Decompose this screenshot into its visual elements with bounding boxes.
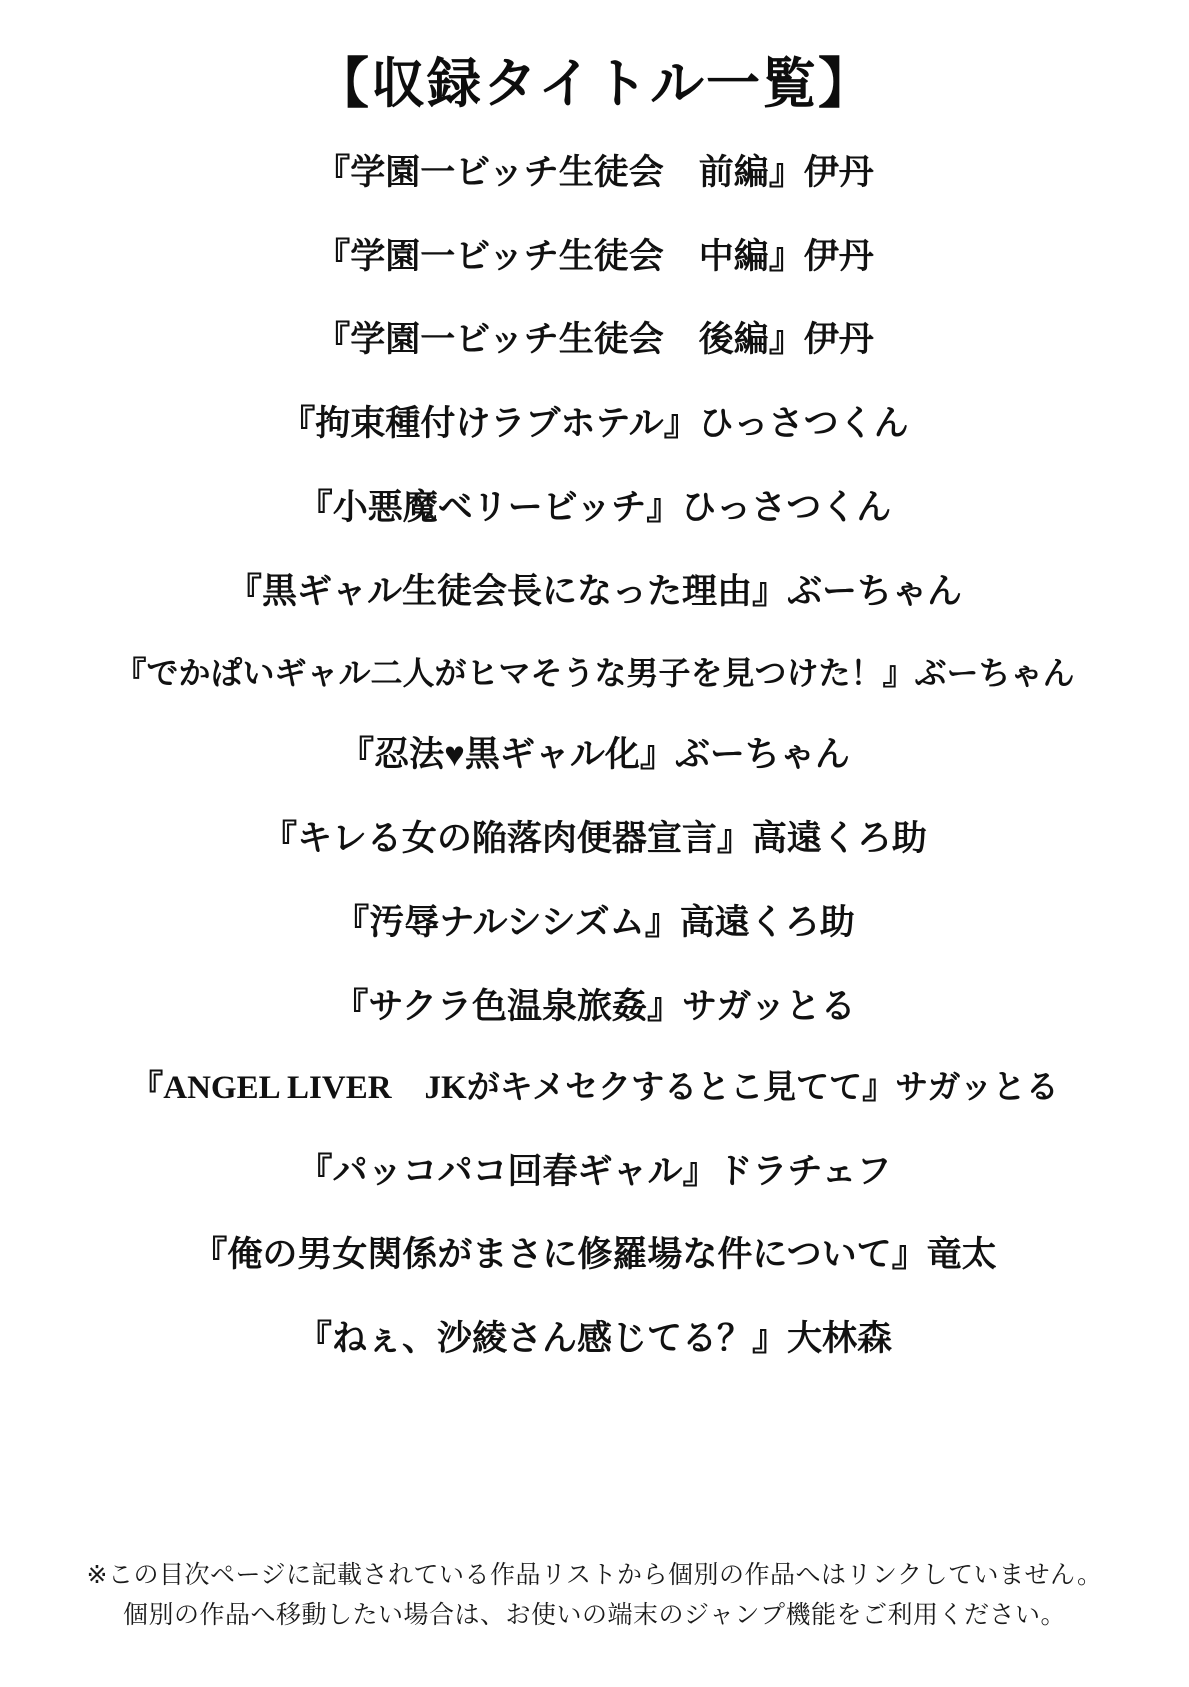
list-item: 『汚辱ナルシシズム』高遠くろ助	[334, 902, 855, 942]
list-item: 『学園一ビッチ生徒会 中編』伊丹	[315, 236, 874, 276]
list-item: 『黒ギャル生徒会長になった理由』ぶーちゃん	[226, 571, 962, 611]
list-item: 『パッコパコ回春ギャル』ドラチェフ	[297, 1151, 892, 1191]
list-item: 『ANGEL LIVER JKがキメセクするとこ見てて』サガッとる	[130, 1070, 1059, 1107]
note-line-link-disclaimer: ※この目次ページに記載されている作品リストから個別の作品へはリンクしていません。	[86, 1561, 1103, 1589]
list-item: 『サクラ色温泉旅姦』サガッとる	[333, 986, 856, 1026]
note-line-jump-instruction: 個別の作品へ移動したい場合は、お使いの端末のジャンプ機能をご利用ください。	[122, 1601, 1066, 1629]
list-item: 『学園一ビッチ生徒会 後編』伊丹	[315, 320, 874, 360]
list-item: 『でかぱいギャル二人がヒマそうな男子を見つけた！』ぶーちゃん	[114, 655, 1075, 692]
table-of-contents-list	[40, 151, 1149, 1361]
list-item: 『俺の男女関係がまさに修羅場な件について』竜太	[192, 1235, 997, 1275]
footer-notes	[0, 1555, 1189, 1635]
list-item: 『忍法♥黒ギャル化』ぶーちゃん	[339, 735, 850, 775]
list-item: 『キレる女の陥落肉便器宣言』高遠くろ助	[262, 819, 927, 859]
page-title: 【収録タイトル一覧】	[315, 54, 874, 114]
list-item: 『学園一ビッチ生徒会 前編』伊丹	[315, 152, 874, 192]
list-item: 『小悪魔ベリービッチ』ひっさつくん	[297, 487, 892, 527]
list-item: 『ねぇ、沙綾さん感じてる？』大林森	[296, 1319, 892, 1359]
list-item: 『拘束種付けラブホテル』ひっさつくん	[280, 404, 909, 444]
